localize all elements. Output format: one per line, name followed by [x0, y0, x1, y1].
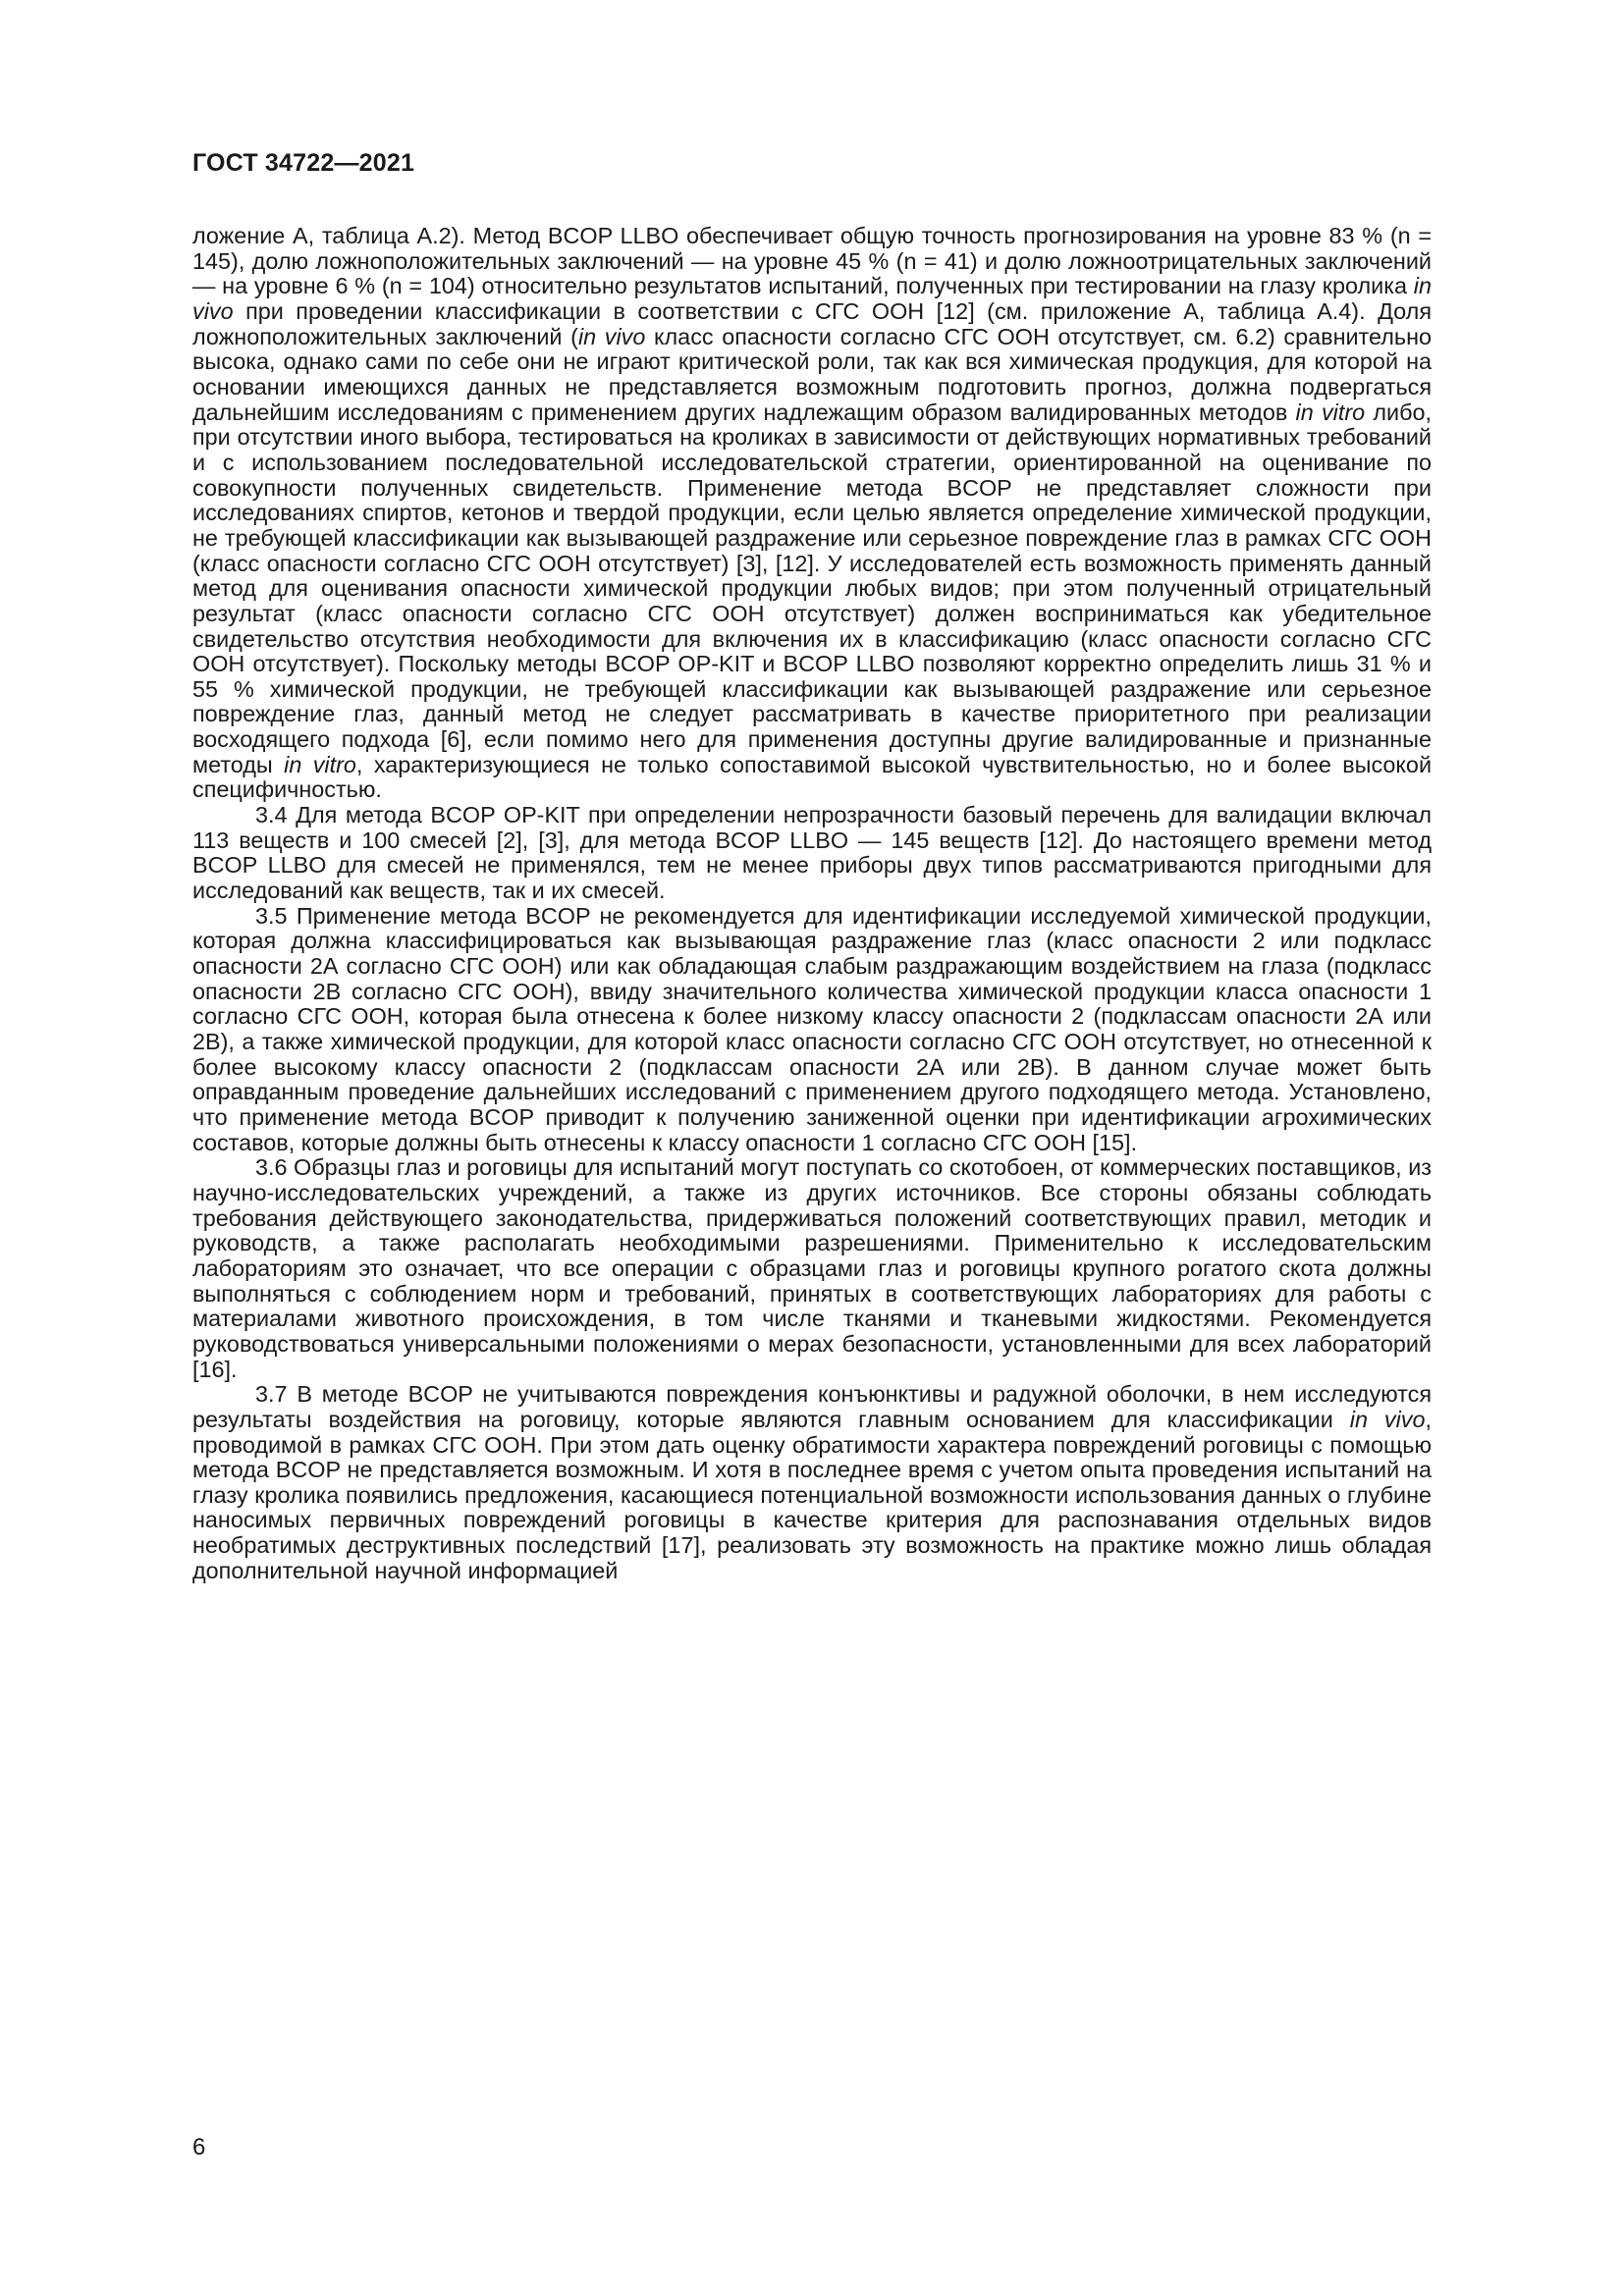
paragraph-3-4: [192, 803, 1432, 904]
paragraph-cont: [192, 224, 1432, 803]
text-run: при проведении классификации в соответствии с СГС ООН [12] (см. приложение А, таблица А.4). Доля ложноположительных заключений (: [192, 297, 1432, 349]
text-run: либо, при отсутствии иного выбора, тестироваться на кроликах в зависимости от действующих нормативных требований и с использованием последовательной исследовательской стратегии, ориентированной на оценивание по совокупности полученных свидетельств. Применение метода BCOP не представляет сложности при исследованиях спиртов, кетонов и твердой продукции, если целью является определение химической продукции, не требующей классификации как вызывающей раздражение или серьезное повреждение глаз в рамках СГС ООН (класс опасности согласно СГС ООН отсутствует) [3], [12]. У исследователей есть возможность применять данный метод для оценивания опасности химической продукции любых видов; при этом полученный отрицательный результат (класс опасности согласно СГС ООН отсутствует) должен восприниматься как убедительное свидетельство отсутствия необходимости для включения их в классификацию (класс опасности согласно СГС ООН отсутствует). Поскольку методы BCOP OP-KIT и BCOP LLBO позволяют корректно определить лишь 31 % и 55 % химической продукции, не требующей классификации как вызывающей раздражение или серьезное повреждение глаз, данный метод не следует рассматривать в качестве приоритетного при реализации восходящего подхода [6], если помимо него для применения доступны другие валидированные и признанные методы: [192, 399, 1432, 777]
text-run: 3.7 В методе BCOP не учитываются повреждения конъюнктивы и радужной оболочки, в нем исследуются результаты воздействия на роговицу, которые являются главным основанием для классификации: [192, 1381, 1432, 1432]
text-run: 3.5 Применение метода BCOP не рекомендуется для идентификации исследуемой химической продукции, которая должна классифицироваться как вызывающая раздражение глаз (класс опасности 2 или подкласс опасности 2А согласно СГС ООН) или как обладающая слабым раздражающим воздействием на глаза (подкласс опасности 2В согласно СГС ООН), ввиду значительного количества химической продукции класса опасности 1 согласно СГС ООН, которая была отнесена к более низкому классу опасности 2 (подклассам опасности 2А или 2В), а также химической продукции, для которой класс опасности согласно СГС ООН отсутствует, но отнесенной к более высокому классу опасности 2 (подклассам опасности 2А или 2В). В данном случае может быть оправданным проведение дальнейших исследований с применением другого подходящего метода. Установлено, что применение метода BCOP приводит к получению заниженной оценки при идентификации агрохимических составов, которые должны быть отнесены к классу опасности 1 согласно СГС ООН [15].: [192, 902, 1432, 1155]
text-run: , характеризующиеся не только сопоставимой высокой чувствительностью, но и более высокой специфичностью.: [192, 751, 1433, 803]
paragraph-3-7: [192, 1382, 1432, 1583]
paragraph-3-6: [192, 1155, 1432, 1382]
text-run: 3.4 Для метода BCOP OP-KIT при определении непрозрачности базовый перечень для валидации включал 113 веществ и 100 смесей [2], [3], для метода BCOP LLBO — 145 веществ [12]. До настоящего времени метод BCOP LLBO для смесей не применялся, тем не менее приборы двух типов рассматриваются пригодными для исследований как веществ, так и их смесей.: [192, 802, 1432, 904]
italic-term: in vitro: [1295, 399, 1366, 425]
body-text: [192, 224, 1432, 1583]
italic-term: in vivo: [1349, 1406, 1426, 1432]
paragraph-3-5: [192, 904, 1432, 1156]
text-run: 3.6 Образцы глаз и роговицы для испытаний могут поступать со скотобоен, от коммерческих поставщиков, из научно-исследовательских учреждений, а также из других источников. Все стороны обязаны соблюдать требования действующего законодательства, придерживаться положений соответствующих правил, методик и руководств, а также располагать необходимыми разрешениями. Применительно к исследовательским лабораториям это означает, что все операции с образцами глаз и роговицы крупного рогатого скота должны выполняться с соблюдением норм и требований, принятых в соответствующих лабораториях для работы с материалами животного происхождения, в том числе тканями и тканевыми жидкостями. Рекомендуется руководствоваться универсальными положениями о мерах безопасности, установленными для всех лабораторий [16].: [192, 1154, 1432, 1382]
document-header: ГОСТ 34722—2021: [192, 149, 415, 177]
italic-term: in vivo: [192, 273, 1432, 324]
page-number: 6: [192, 2134, 206, 2161]
text-run: ложение А, таблица А.2). Метод BCOP LLBO обеспечивает общую точность прогнозирования на уровне 83 % (n = 145), долю ложноположительных заключений — на уровне 45 % (n = 41) и долю ложноотрицательных заключений — на уровне 6 % (n = 104) относительно результатов испытаний, полученных при тестировании на глазу кролика: [192, 223, 1432, 299]
italic-term: in vivo: [577, 323, 646, 349]
text-run: , проводимой в рамках СГС ООН. При этом дать оценку обратимости характера повреждений роговицы с помощью метода BCOP не представляется возможным. И хотя в последнее время с учетом опыта проведения испытаний на глазу кролика появились предложения, касающиеся потенциальной возможности использования данных о глубине наносимых первичных повреждений роговицы в качестве критерия для распознавания отдельных видов необратимых деструктивных последствий [17], реализовать эту возможность на практике можно лишь обладая дополнительной научной информацией: [192, 1406, 1432, 1583]
italic-term: in vitro: [284, 751, 356, 777]
text-run: класс опасности согласно СГС ООН отсутствует, см. 6.2) сравнительно высока, однако сами по себе они не играют критической роли, так как вся химическая продукция, для которой на основании имеющихся данных не представляется возможным подготовить прогноз, должна подвергаться дальнейшим исследованиям с применением других надлежащим образом валидированных методов: [192, 323, 1432, 425]
